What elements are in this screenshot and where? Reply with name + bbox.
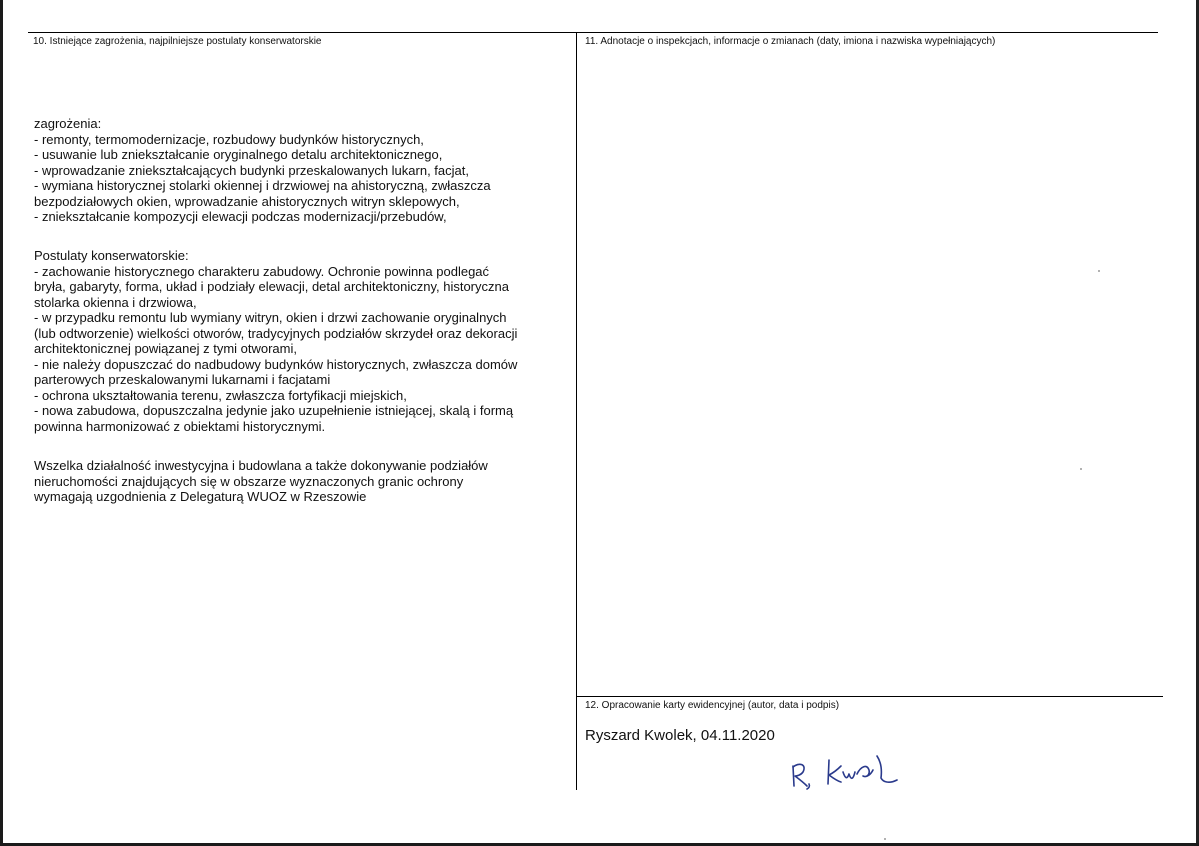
- postulates-block: [34, 248, 517, 434]
- scan-speck: [1080, 468, 1082, 470]
- section-11-header: 11. Adnotacje o inspekcjach, informacje o zmianach (daty, imiona i nazwiska wypełniających): [585, 36, 996, 47]
- scan-speck: [1098, 270, 1100, 272]
- threats-line: - wymiana historycznej stolarki okiennej i drzwiowej na ahistoryczną, zwłaszcza: [34, 178, 491, 193]
- handwritten-signature: [785, 748, 915, 796]
- postulates-line: - zachowanie historycznego charakteru zabudowy. Ochronie powinna podlegać: [34, 263, 490, 279]
- investment-line: Wszelka działalność inwestycyjna i budowlana a także dokonywanie podziałów: [34, 458, 488, 473]
- threats-block: [34, 116, 491, 225]
- investment-block: [34, 458, 488, 505]
- author-date: Ryszard Kwolek, 04.11.2020: [585, 727, 775, 744]
- threats-line: - remonty, termomodernizacje, rozbudowy budynków historycznych,: [34, 131, 424, 147]
- postulates-line: - nie należy dopuszczać do nadbudowy budynków historycznych, zwłaszcza domów: [34, 356, 518, 372]
- postulates-line: powinna harmonizować z obiektami historycznymi.: [34, 418, 326, 434]
- investment-line: nieruchomości znajdujących się w obszarze wyznaczonych granic ochrony: [34, 473, 464, 489]
- section-12-rule: [577, 696, 1163, 697]
- postulates-line: Postulaty konserwatorskie:: [34, 248, 189, 263]
- postulates-line: parterowych przeskalowanymi lukarnami i facjatami: [34, 372, 331, 387]
- investment-line: wymagają uzgodnienia z Delegaturą WUOZ w Rzeszowie: [34, 489, 367, 504]
- column-divider: [576, 32, 577, 790]
- postulates-line: (lub odtworzenie) wielkości otworów, tradycyjnych podziałów skrzydeł oraz dekoracji: [34, 325, 518, 341]
- threats-line: zagrożenia:: [34, 116, 102, 131]
- section-10-header: 10. Istniejące zagrożenia, najpilniejsze postulaty konserwatorskie: [33, 36, 322, 47]
- top-rule: [28, 32, 1158, 33]
- threats-line: - wprowadzanie zniekształcających budynki przeskalowanych lukarn, facjat,: [34, 162, 469, 178]
- signature-strokes: [793, 756, 897, 789]
- threats-line: - usuwanie lub zniekształcanie oryginalnego detalu architektonicznego,: [34, 147, 443, 162]
- threats-line: bezpodziałowych okien, wprowadzanie ahistorycznych witryn sklepowych,: [34, 193, 460, 209]
- scan-speck: [884, 838, 886, 840]
- threats-line: - zniekształcanie kompozycji elewacji podczas modernizacji/przebudów,: [34, 209, 447, 224]
- postulates-line: - nowa zabudowa, dopuszczalna jedynie jako uzupełnienie istniejącej, skalą i formą: [34, 403, 514, 418]
- postulates-line: bryła, gabaryty, forma, układ i podziały elewacji, detal architektoniczny, historyczna: [34, 279, 509, 294]
- postulates-line: stolarka okienna i drzwiowa,: [34, 294, 197, 310]
- section-12-header: 12. Opracowanie karty ewidencyjnej (autor, data i podpis): [585, 700, 840, 711]
- scan-edge-left: [0, 0, 3, 846]
- postulates-line: - ochrona ukształtowania terenu, zwłaszcza fortyfikacji miejskich,: [34, 387, 407, 403]
- postulates-line: architektonicznej powiązanej z tymi otworami,: [34, 341, 297, 356]
- postulates-line: - w przypadku remontu lub wymiany witryn, okien i drzwi zachowanie oryginalnych: [34, 310, 507, 325]
